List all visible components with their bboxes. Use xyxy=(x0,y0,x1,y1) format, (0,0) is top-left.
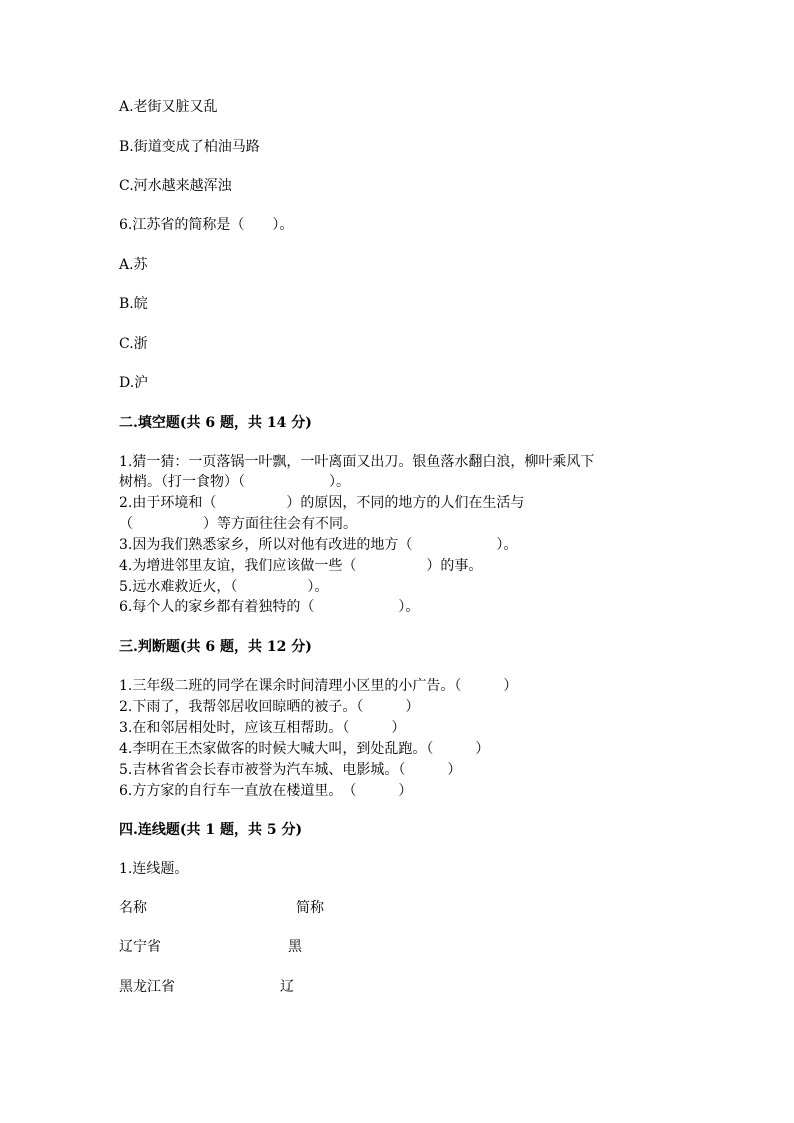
q5-option-b: B.街道变成了柏油马路 xyxy=(119,139,260,155)
section2-heading: 二.填空题(共 6 题，共 14 分) xyxy=(119,415,312,431)
judge-q6: 6.方方家的自行车一直放在楼道里。 （ ） xyxy=(119,783,413,799)
fill-q5: 5.远水难救近火，（ ）。 xyxy=(119,579,329,595)
match-col-abbr-header: 简称 xyxy=(296,900,324,916)
q6-option-a: A.苏 xyxy=(119,257,148,273)
q5-option-c: C.河水越来越浑浊 xyxy=(119,178,232,194)
match-col-name-header: 名称 xyxy=(119,900,147,916)
judge-q1: 1.三年级二班的同学在课余时间清理小区里的小广告。（ ） xyxy=(119,678,518,694)
match-abbr-item: 黑 xyxy=(288,939,302,955)
fill-q1-line1: 1.猜一猜：一页落锅一叶飘，一叶离面又出刀。银鱼落水翻白浪，柳叶乘风下 xyxy=(119,454,595,470)
q6-option-d: D.沪 xyxy=(119,375,149,391)
fill-q2-line1: 2.由于环境和（ ）的原因，不同的地方的人们在生活与 xyxy=(119,495,525,511)
match-name-item: 黑龙江省 xyxy=(119,979,175,995)
fill-q1-line2: 树梢。（打一食物）（ ）。 xyxy=(119,474,350,490)
fill-q3: 3.因为我们熟悉家乡，所以对他有改进的地方（ ）。 xyxy=(119,537,518,553)
q5-option-a: A.老街又脏又乱 xyxy=(119,99,218,115)
match-abbr-item: 辽 xyxy=(280,979,294,995)
judge-q5: 5.吉林省省会长春市被誉为汽车城、电影城。（ ） xyxy=(119,762,462,778)
fill-q6: 6.每个人的家乡都有着独特的（ ）。 xyxy=(119,599,420,615)
match-name-item: 辽宁省 xyxy=(119,939,161,955)
match-q1: 1.连线题。 xyxy=(119,861,189,877)
fill-q2-line2: （ ）等方面往往会有不同。 xyxy=(119,516,357,532)
q6-option-c: C.浙 xyxy=(119,336,148,352)
judge-q3: 3.在和邻居相处时，应该互相帮助。（ ） xyxy=(119,720,406,736)
fill-q4: 4.为增进邻里友谊，我们应该做一些（ ）的事。 xyxy=(119,558,483,574)
section3-heading: 三.判断题(共 6 题，共 12 分) xyxy=(119,639,312,655)
q6-stem: 6.江苏省的简称是（ ）。 xyxy=(119,217,294,233)
judge-q2: 2.下雨了，我帮邻居收回晾晒的被子。（ ） xyxy=(119,699,420,715)
section4-heading: 四.连线题(共 1 题，共 5 分) xyxy=(119,822,303,838)
judge-q4: 4.李明在王杰家做客的时候大喊大叫，到处乱跑。（ ） xyxy=(119,741,490,757)
q6-option-b: B.皖 xyxy=(119,296,148,312)
